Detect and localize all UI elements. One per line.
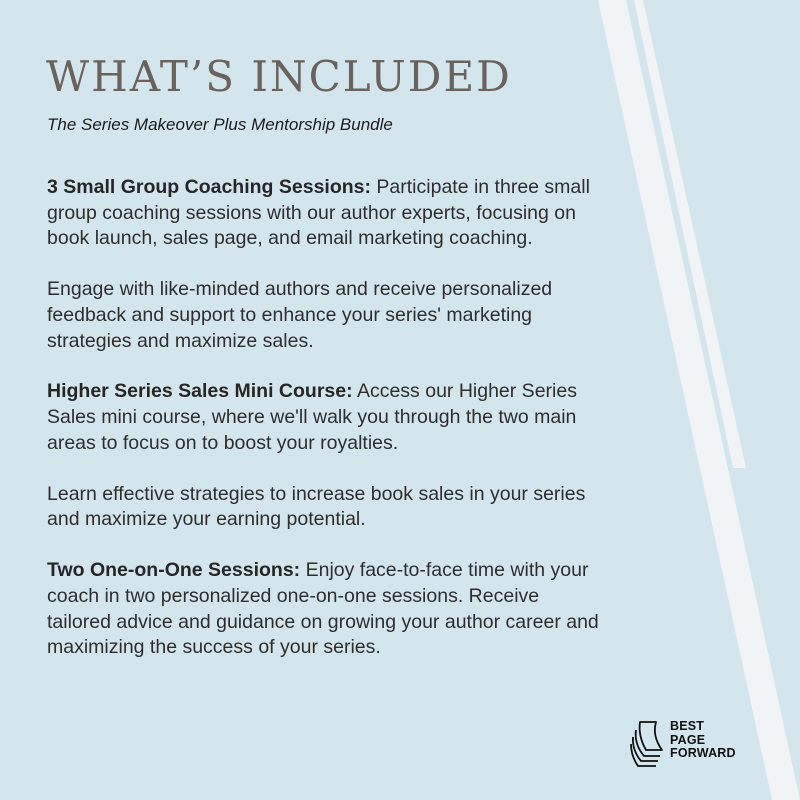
logo-line-1: BEST xyxy=(670,719,705,733)
brand-logo xyxy=(630,716,750,778)
page-title: WHAT’S INCLUDED xyxy=(46,52,512,101)
section-mini-course-detail xyxy=(47,482,607,533)
section-title: Two One-on-One Sessions: xyxy=(47,559,301,582)
stripe-left xyxy=(598,0,800,800)
section-group-coaching-detail xyxy=(47,277,607,354)
open-book-pages-icon xyxy=(630,716,674,778)
section-text: Engage with like-minded authors and receive personalized feedback and support to enhance your series' marketing strategies and maximize sales. xyxy=(47,278,553,352)
section-text: Enjoy face-to-face time with your coach in two personalized one-on-one sessions. Receive tailored advice and guidance on growing your author career and maximizing the success of your series. xyxy=(47,559,599,659)
section-group-coaching xyxy=(47,175,607,252)
section-text: Access our Higher Series Sales mini course, where we'll walk you through the two main areas to focus on to boost your royalties. xyxy=(47,380,577,454)
page-subtitle: The Series Makeover Plus Mentorship Bundle xyxy=(47,115,393,134)
logo-line-2: PAGE xyxy=(670,732,706,747)
logo-wordmark xyxy=(670,720,736,761)
included-items xyxy=(47,175,607,686)
section-title: Higher Series Sales Mini Course: xyxy=(47,380,353,403)
section-one-on-one xyxy=(47,558,607,661)
section-text: Learn effective strategies to increase book sales in your series and maximize your earning potential. xyxy=(47,482,586,531)
logo-line-3: FORWARD xyxy=(670,746,736,760)
section-title: 3 Small Group Coaching Sessions: xyxy=(47,176,371,198)
section-mini-course xyxy=(47,379,607,456)
section-text: Participate in three small group coaching sessions with our author experts, focusing on book launch, sales page, and email marketing coaching. xyxy=(47,176,590,250)
